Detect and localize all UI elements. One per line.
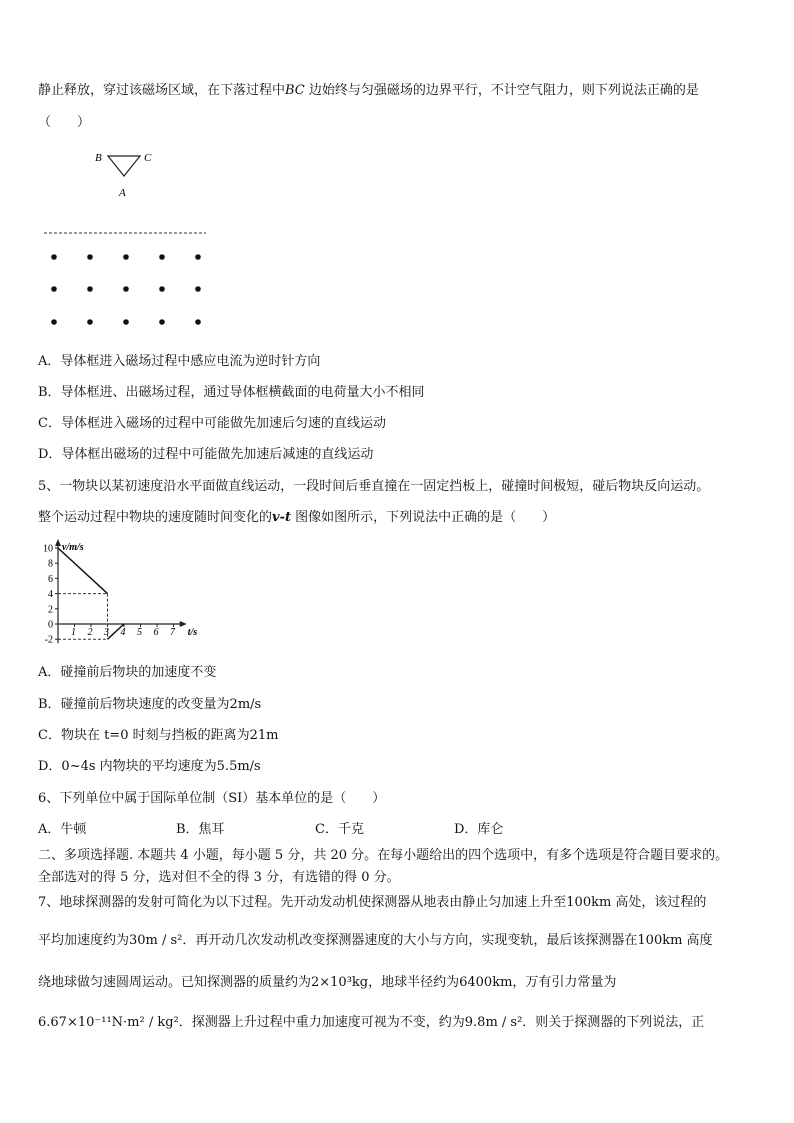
triangle-figure — [88, 146, 164, 202]
q5-option-a: A．碰撞前后物块的加速度不变 — [38, 665, 217, 680]
y-tick-label: 8 — [48, 558, 53, 570]
section2-heading-line2: 全部选对的得 5 分，选对但不全的得 3 分，有选错的得 0 分。 — [38, 870, 400, 885]
y-tick-label: 4 — [48, 589, 53, 601]
y-tick-label: 10 — [43, 543, 53, 555]
q4-option-c: C．导体框进入磁场的过程中可能做先加速后匀速的直线运动 — [38, 416, 386, 431]
q4-answer-blank: （ ） — [38, 115, 91, 130]
x-tick-label: 1 — [71, 627, 76, 638]
y-axis-arrow — [55, 539, 61, 546]
q7-stem-line1: 7、地球探测器的发射可简化为以下过程。先开动发动机使探测器从地表由静止匀加速上升至100km 高处，该过程的 — [38, 895, 707, 910]
q7-stem-line3: 绕地球做匀速圆周运动。已知探测器的质量约为2×10³kg，地球半径约为6400km，万有引力常量为 — [38, 975, 617, 990]
vt-label: v-t — [272, 510, 291, 525]
y-axis-label: v/m/s — [62, 542, 84, 553]
q7-stem-line4: 6.67×10⁻¹¹N·m² / kg²．探测器上升过程中重力加速度可视为不变，约为9.8m / s²．则关于探测器的下列说法，正 — [38, 1015, 705, 1030]
q6-option-b: B．焦耳 — [176, 822, 225, 837]
x-tick-label: 3 — [104, 627, 109, 638]
vertex-a-label: A — [119, 187, 126, 199]
y-tick-label: 0 — [48, 619, 53, 631]
q5-option-c: C．物块在 t=0 时刻与挡板的距离为21m — [38, 728, 279, 743]
q5-stem-line2: 整个运动过程中物块的速度随时间变化的v-t 图像如图所示，下列说法中正确的是（ ） — [38, 510, 556, 525]
y-tick-label: 6 — [48, 573, 53, 585]
x-tick-label: 5 — [137, 627, 142, 638]
q5-option-d: D．0~4s 内物块的平均速度为5.5m/s — [38, 759, 261, 774]
series-line-1 — [58, 548, 108, 594]
q4-edge-label: BC — [285, 83, 305, 98]
q5-option-b: B．碰撞前后物块速度的改变量为2m/s — [38, 697, 262, 712]
field-dots — [51, 254, 201, 325]
magnetic-field-region — [40, 226, 212, 336]
triangle-frame — [108, 156, 140, 176]
q6-option-a: A．牛顿 — [38, 822, 87, 837]
x-axis-arrow — [180, 621, 187, 627]
q4-option-b: B．导体框进、出磁场过程，通过导体框横截面的电荷量大小不相同 — [38, 385, 425, 400]
vertex-b-label: B — [95, 152, 102, 164]
q4-option-a: A．导体框进入磁场过程中感应电流为逆时针方向 — [38, 354, 321, 369]
vertex-c-label: C — [144, 152, 152, 164]
q6-option-c: C．千克 — [315, 822, 364, 837]
x-tick-label: 6 — [153, 627, 159, 638]
y-tick-label: -2 — [44, 634, 53, 646]
q4-option-d: D．导体框出磁场的过程中可能做先加速后减速的直线运动 — [38, 447, 374, 462]
x-tick-label: 4 — [120, 627, 126, 638]
q5-stem-line1: 5、一物块以某初速度沿水平面做直线运动，一段时间后垂直撞在一固定挡板上，碰撞时间极短，碰后物块反向运动。 — [38, 479, 710, 494]
q6-option-d: D．库仑 — [454, 822, 504, 837]
x-tick-label: 2 — [87, 627, 93, 638]
x-tick-label: 7 — [170, 627, 175, 638]
section2-heading-line1: 二、多项选择题. 本题共 4 小题，每小题 5 分，共 20 分。在每小题给出的四个选项中，有多个选项是符合题目要求的。 — [38, 848, 729, 863]
x-axis-label: t/s — [187, 627, 198, 638]
q4-stem-line1: 静止释放，穿过该磁场区域，在下落过程中BC 边始终与匀强磁场的边界平行，不计空气阻力，则下列说法正确的是 — [38, 83, 699, 98]
q6-stem: 6、下列单位中属于国际单位制（SI）基本单位的是（ ） — [38, 791, 386, 806]
y-tick-label: 2 — [48, 604, 53, 616]
vt-chart — [36, 538, 196, 648]
q7-stem-line2: 平均加速度约为30m / s²．再开动几次发动机改变探测器速度的大小与方向，实现变轨，最后该探测器在100km 高度 — [38, 933, 713, 948]
